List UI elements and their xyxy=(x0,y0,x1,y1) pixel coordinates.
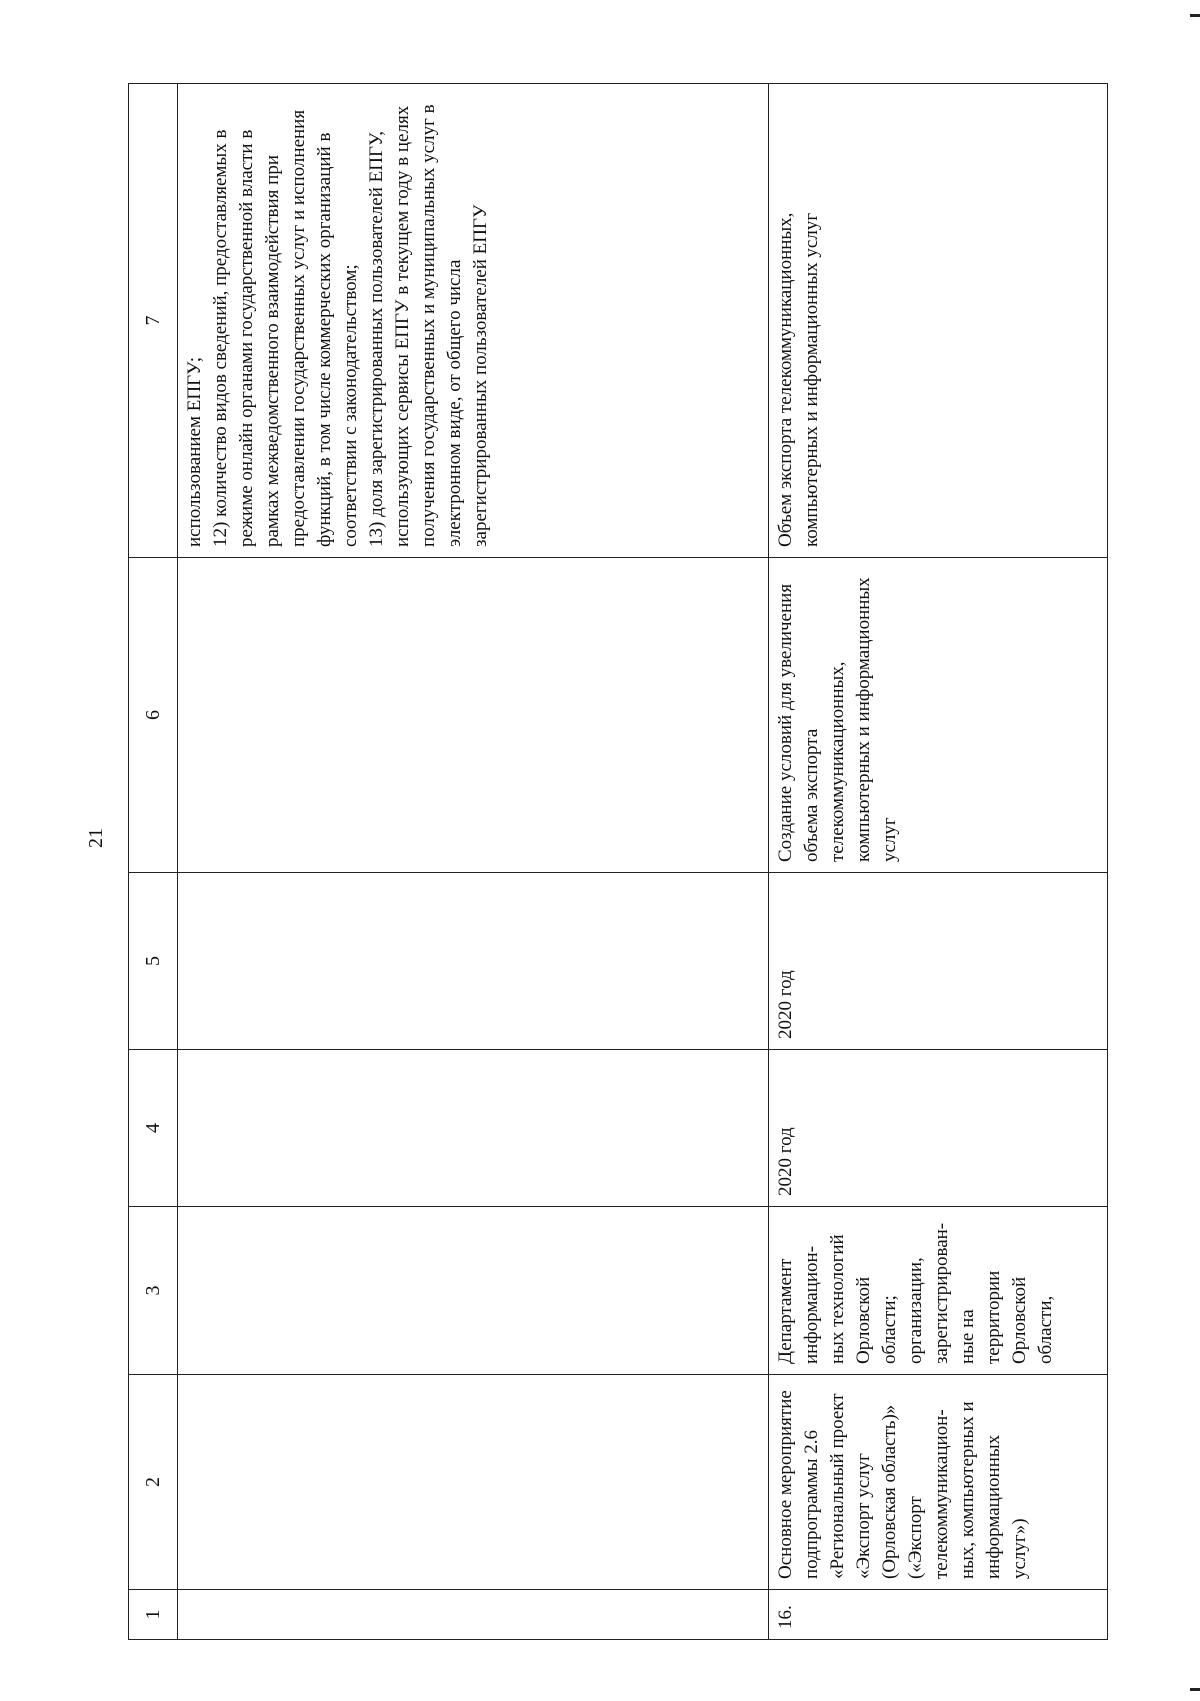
empty-cell xyxy=(178,873,769,1050)
empty-cell xyxy=(178,1207,769,1375)
empty-cell xyxy=(178,558,769,873)
scan-edge-mark xyxy=(1190,1688,1200,1691)
col-header-2: 2 xyxy=(129,1375,178,1590)
target-indicator: Объем экспорта телекоммуникационных, компьютерных и информационных услуг xyxy=(769,84,1108,558)
empty-cell xyxy=(178,1375,769,1590)
col-header-4: 4 xyxy=(129,1050,178,1207)
indicators-continuation: использованием ЕПГУ; 12) количество видов сведений, предоставляемых в режиме онлайн органами государственной власти в рамках межведомственного взаимодействия при предоставлении государственных услуг и исполнения функций, в том числе коммерческих организаций в соответствии с законодательством; 13) доля зарегистрированных пользователей ЕПГУ, использующих сервисы ЕПГУ в текущем году в целях получения государственных и муниципальных услуг в электронном виде, от общего числа зарегистрированных пользователей ЕПГУ xyxy=(178,84,769,558)
row-number: 16. xyxy=(769,1590,1108,1640)
header-row xyxy=(129,84,178,1640)
page-number: 21 xyxy=(85,828,107,848)
col-header-3: 3 xyxy=(129,1207,178,1375)
scan-edge-mark xyxy=(1190,14,1200,17)
continuation-row xyxy=(178,84,769,1640)
empty-cell xyxy=(178,1590,769,1640)
measure-name: Основное мероприятие подпрограммы 2.6 «Региональный проект «Экспорт услуг (Орловская область)» («Экспорт телекоммуникацион-ных, компьютерных и информационных услуг») xyxy=(769,1375,1108,1590)
col-header-1: 1 xyxy=(129,1590,178,1640)
program-measures-table xyxy=(128,84,1082,1640)
start-date: 2020 год xyxy=(769,1050,1108,1207)
col-header-7: 7 xyxy=(129,84,178,558)
end-date: 2020 год xyxy=(769,873,1108,1050)
expected-result: Создание условий для увеличения объема экспорта телекоммуникационных, компьютерных и информационных услуг xyxy=(769,558,1108,873)
col-header-6: 6 xyxy=(129,558,178,873)
executor: Департамент информацион-ных технологий Орловской области; организации, зарегистрирован-ные на территории Орловской области, xyxy=(769,1207,1108,1375)
empty-cell xyxy=(178,1050,769,1207)
col-header-5: 5 xyxy=(129,873,178,1050)
table-row xyxy=(769,84,1108,1640)
